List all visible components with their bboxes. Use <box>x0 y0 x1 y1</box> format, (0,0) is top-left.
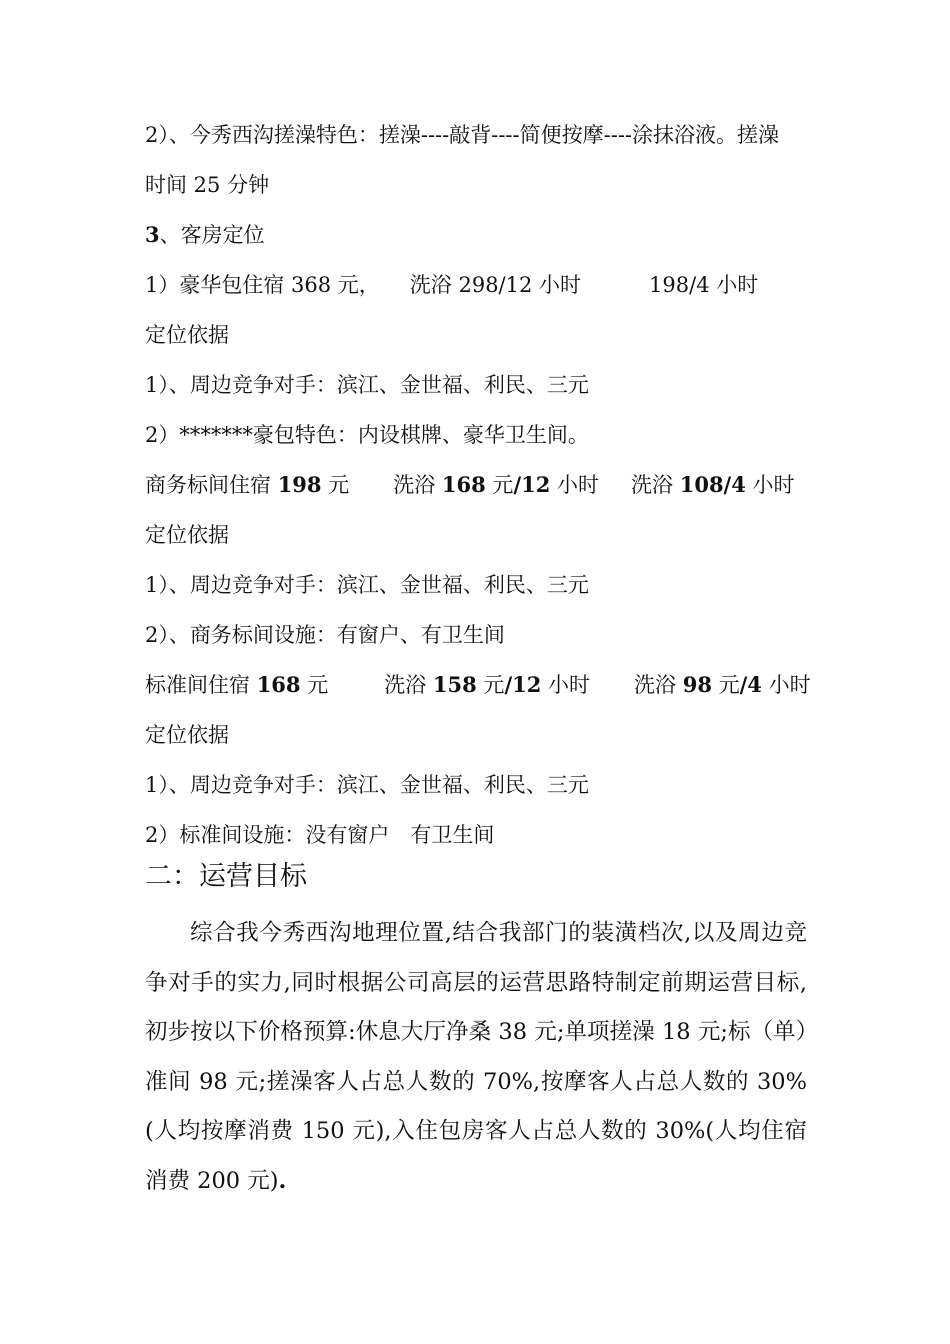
positioning-basis-label: 定位依据 <box>145 723 229 747</box>
operating-goals-text: 综合我今秀西沟地理位置,结合我部门的装潢档次,以及周边竞争对手的实力,同时根据公司高层的运营思路特制定前期运营目标,初步按以下价格预算:休息大厅净桑 38 元;单项搓澡 18 元;标（单）准间 98 元;搓澡客人占总人数的 70%,按摩客人占总人数的 30%(人均按摩消费 150 元),入住包房客人占总人数的 30%(人均住宿消费 200 元) <box>145 920 807 1194</box>
currency-unit: 元 <box>321 473 350 497</box>
text-line <box>145 170 269 200</box>
text-line <box>145 820 494 850</box>
currency-unit: 元 <box>476 673 505 697</box>
operating-goals-paragraph <box>145 909 807 1206</box>
positioning-basis-label: 定位依据 <box>145 523 229 547</box>
subsection-title-text: 、客房定位 <box>159 223 265 247</box>
standard-room-price-line <box>145 670 811 700</box>
hour-unit: 小时 <box>541 673 591 697</box>
text-line <box>145 770 589 800</box>
business-room-facilities: 2）、商务标间设施：有窗户、有卫生间 <box>145 623 505 647</box>
text-line <box>145 420 589 450</box>
business-bath-12h-price: 168 <box>441 472 486 497</box>
rubbing-features-line: 2）、今秀西沟搓澡特色：搓澡----敲背----简便按摩----涂抹浴液。搓澡 <box>145 123 780 147</box>
text-line <box>145 120 779 150</box>
bath-label: 洗浴 <box>634 673 683 697</box>
hour-unit: 小时 <box>745 473 795 497</box>
paragraph-end-period: . <box>278 1167 287 1194</box>
duration-value: /12 <box>504 672 542 697</box>
deluxe-room-price: 1）豪华包住宿 368 元， <box>145 273 380 297</box>
business-room-price-line <box>145 470 795 500</box>
business-bath-4h-price: 108/4 <box>679 472 746 497</box>
bath-label: 洗浴 <box>631 473 680 497</box>
standard-bath-12h-price: 158 <box>432 672 477 697</box>
currency-unit: 元 <box>485 473 514 497</box>
section-heading: 二：运营目标 <box>145 861 307 892</box>
currency-unit: 元 <box>711 673 740 697</box>
competitors-line: 1）、周边竞争对手：滨江、金世福、利民、三元 <box>145 373 589 397</box>
business-room-price: 198 <box>277 472 322 497</box>
text-line <box>145 570 589 600</box>
bath-label: 洗浴 <box>384 673 433 697</box>
deluxe-bath-12h-price: 洗浴 298/12 小时 <box>409 273 582 297</box>
text-line <box>145 320 229 350</box>
duration-value: /12 <box>513 472 551 497</box>
deluxe-room-price-line <box>145 270 758 300</box>
standard-room-price: 168 <box>256 672 301 697</box>
text-line <box>145 620 505 650</box>
hour-unit: 小时 <box>761 673 811 697</box>
competitors-line: 1）、周边竞争对手：滨江、金世福、利民、三元 <box>145 773 589 797</box>
text-line <box>145 720 229 750</box>
deluxe-room-features: 2）*******豪包特色：内设棋牌、豪华卫生间。 <box>145 423 589 447</box>
text-line <box>145 370 589 400</box>
business-room-label: 商务标间住宿 <box>145 473 278 497</box>
bath-label: 洗浴 <box>393 473 442 497</box>
hour-unit: 小时 <box>550 473 600 497</box>
deluxe-bath-4h-price: 198/4 小时 <box>649 273 759 297</box>
subsection-number: 3 <box>145 222 160 247</box>
subsection-title <box>145 220 265 250</box>
currency-unit: 元 <box>300 673 329 697</box>
duration-value: /4 <box>739 672 762 697</box>
standard-room-facilities: 2）标准间设施：没有窗户 有卫生间 <box>145 823 495 847</box>
positioning-basis-label: 定位依据 <box>145 323 229 347</box>
standard-room-label: 标准间住宿 <box>145 673 257 697</box>
text-line <box>145 520 229 550</box>
competitors-line: 1）、周边竞争对手：滨江、金世福、利民、三元 <box>145 573 589 597</box>
rubbing-duration-line: 时间 25 分钟 <box>145 173 270 197</box>
standard-bath-4h-price: 98 <box>682 672 712 697</box>
